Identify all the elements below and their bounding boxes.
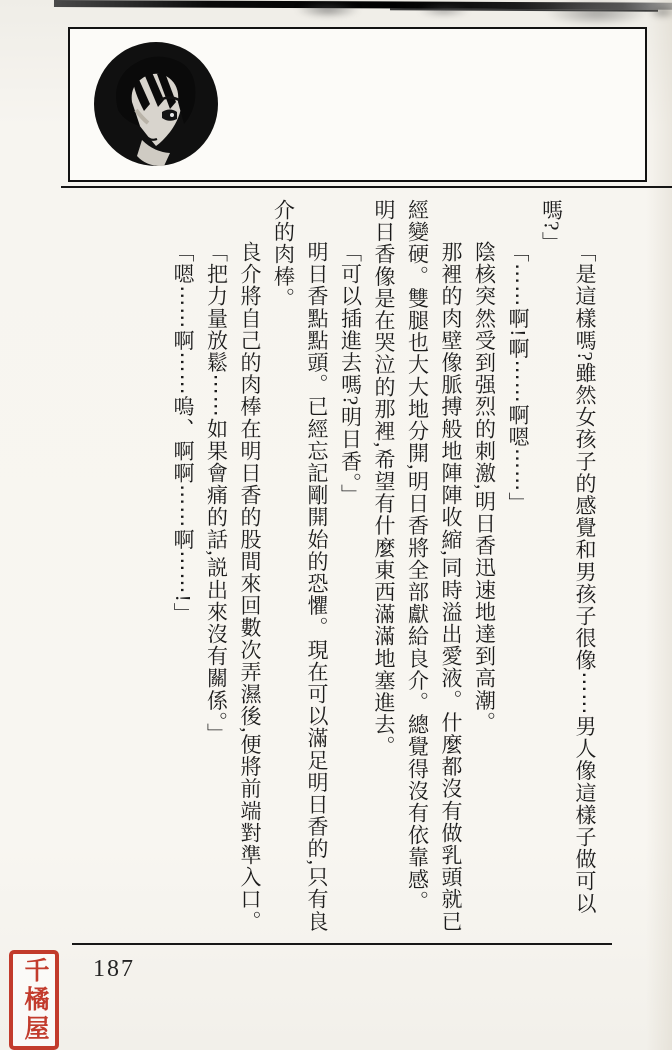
- frame-double-rule: [61, 186, 672, 188]
- page-gutter-shading: [646, 0, 672, 1050]
- portrait-illustration: [92, 40, 220, 168]
- page-number: 187: [93, 956, 135, 982]
- paragraph: 「嗯⋯⋯啊⋯⋯嗚、啊啊⋯⋯啊⋯⋯!」: [171, 241, 195, 625]
- paragraph: 陰核突然受到强烈的刺激,明日香迅速地達到高潮。: [472, 241, 497, 734]
- footer-rule: [72, 943, 612, 945]
- scan-smudge: [296, 1, 360, 18]
- publisher-seal: [9, 950, 59, 1050]
- paragraph: 「⋯⋯啊!啊⋯⋯啊嗯⋯⋯」: [506, 241, 530, 515]
- paragraph: 「把力量放鬆⋯⋯如果會痛的話,説出來沒有關係。」: [204, 241, 229, 746]
- scan-smudge: [418, 4, 470, 17]
- paragraph: 「可以插進去嗎?明日香。」: [338, 241, 363, 507]
- paragraph: 「是這樣嗎?雖然女孩子的感覺和男孩子很像⋯⋯男人像這樣子做可以嗎?」: [539, 199, 597, 915]
- paragraph: 明日香點點頭。已經忘記剛開始的恐懼。現在可以滿足明日香的,只有良介的肉棒。: [271, 199, 329, 933]
- scan-smudge: [545, 0, 649, 26]
- paragraph: 良介將自己的肉棒在明日香的股間來回數次弄濕後,便將前端對準入口。: [238, 241, 262, 933]
- paragraph: 那裡的肉壁像脈搏般地陣陣收縮,同時溢出愛液。什麼都沒有做乳頭就已經變硬。雙腿也大大地分開,明日香將全部獻給良介。總覺得沒有依靠感。明日香像是在哭泣的那裡,希望有什麼東西滿滿地塞進去。: [372, 199, 463, 933]
- body-text: [166, 199, 602, 934]
- publisher-seal-text: 千橘屋: [21, 956, 48, 1044]
